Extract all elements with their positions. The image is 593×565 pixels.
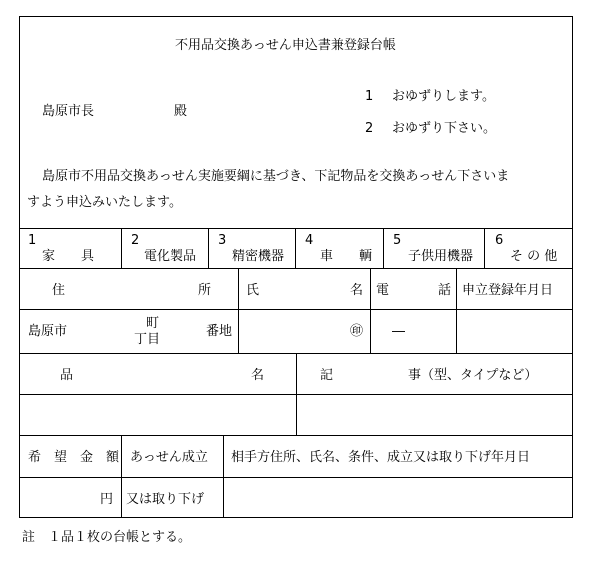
rule-address-header-bottom	[20, 309, 572, 310]
address-banchi-suffix: 番地	[206, 324, 233, 339]
category-3-number: 3	[218, 233, 227, 248]
addressee-honorific: 殿	[174, 104, 188, 119]
form-title: 不用品交換あっせん申込書兼登録台帳	[175, 38, 396, 53]
registration-form	[19, 16, 573, 518]
header-address-end: 所	[198, 283, 212, 298]
category-1-label: 家 具	[42, 249, 95, 264]
address-divider-3	[456, 268, 457, 353]
item-divider	[296, 353, 297, 435]
price-divider-1	[121, 435, 122, 518]
category-2-label: 電化製品	[144, 249, 197, 264]
rule-categories-top	[20, 228, 572, 229]
category-4-label: 車 輌	[320, 249, 373, 264]
header-notes-end: 事（型、タイプなど）	[408, 368, 538, 383]
rule-item-row-bottom	[20, 435, 572, 436]
header-deal-success: あっせん成立	[130, 450, 208, 465]
option-2-text: おゆずり下さい。	[392, 121, 497, 136]
header-partner-details: 相手方住所、氏名、条件、成立又は取り下げ年月日	[231, 450, 531, 465]
option-2-number: 2	[365, 121, 374, 136]
footnote: 註 １品１枚の台帳とする。	[22, 530, 192, 545]
seal-mark: ㊞	[350, 324, 364, 339]
cat-divider-1	[121, 228, 122, 268]
rule-categories-bottom	[20, 268, 572, 269]
address-chome-suffix: 丁目	[134, 332, 161, 347]
header-desired-price: 希 望 金 額	[28, 450, 120, 465]
address-divider-1	[238, 268, 239, 353]
phone-dash: ―	[392, 324, 405, 339]
address-town-suffix: 町	[146, 316, 160, 331]
category-6-label: そ の 他	[510, 249, 558, 264]
cat-divider-2	[208, 228, 209, 268]
option-1-text: おゆずりします。	[392, 89, 495, 104]
option-1-number: 1	[365, 89, 374, 104]
category-4-number: 4	[305, 233, 314, 248]
category-2-number: 2	[131, 233, 140, 248]
category-3-label: 精密機器	[232, 249, 285, 264]
header-notes-start: 記	[320, 368, 334, 383]
category-6-number: 6	[495, 233, 504, 248]
cat-divider-4	[383, 228, 384, 268]
header-address-start: 住	[52, 283, 66, 298]
header-registration-date: 申立登録年月日	[462, 283, 554, 298]
intro-line-1: 島原市不用品交換あっせん実施要綱に基づき、下記物品を交換あっせん下さいま	[42, 169, 510, 184]
or-withdrawn-label: 又は取り下げ	[126, 492, 205, 507]
header-phone-start: 電	[376, 283, 390, 298]
category-5-number: 5	[393, 233, 402, 248]
rule-price-header-bottom	[20, 477, 572, 478]
header-name-end: 名	[350, 283, 364, 298]
header-item-start: 品	[60, 368, 74, 383]
intro-line-2: すよう申込みいたします。	[27, 195, 182, 210]
header-phone-end: 話	[438, 283, 452, 298]
address-city: 島原市	[28, 324, 68, 339]
cat-divider-5	[484, 228, 485, 268]
price-divider-2	[223, 435, 224, 518]
address-divider-2	[370, 268, 371, 353]
category-5-label: 子供用機器	[408, 249, 474, 264]
category-1-number: 1	[28, 233, 37, 248]
yen-unit: 円	[100, 492, 114, 507]
addressee-name: 島原市長	[42, 104, 95, 119]
header-name-start: 氏	[246, 283, 260, 298]
header-item-end: 名	[251, 368, 265, 383]
cat-divider-3	[295, 228, 296, 268]
